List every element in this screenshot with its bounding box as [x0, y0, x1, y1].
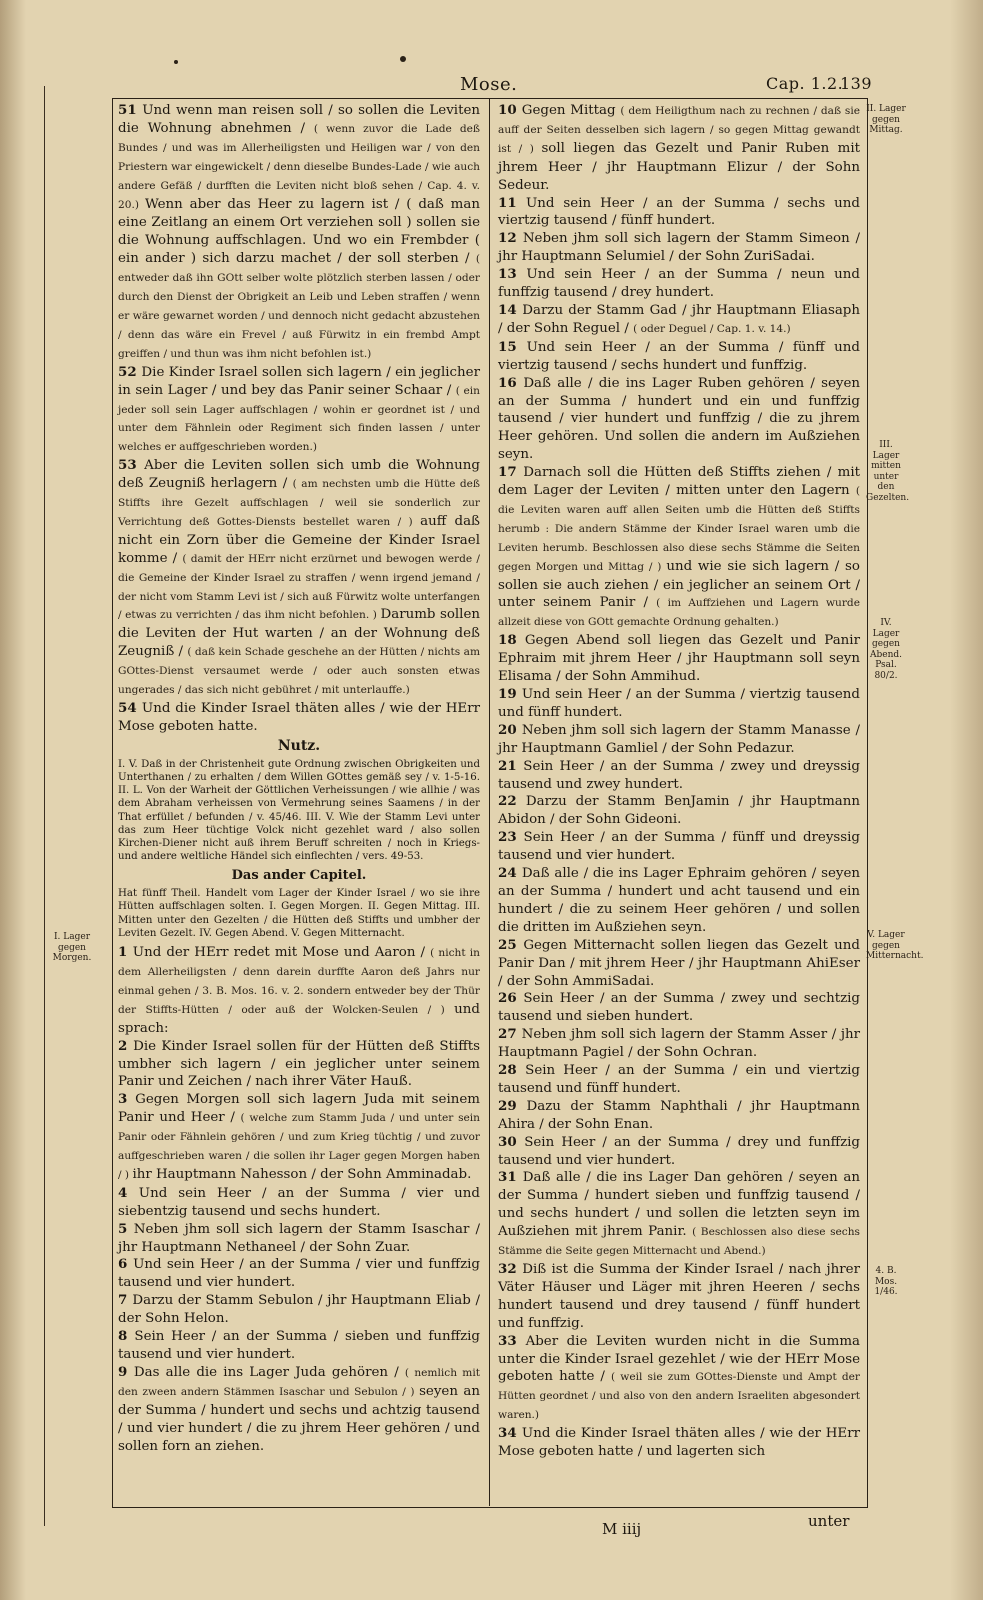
verse-text: Neben jhm soll sich lagern der Stamm Simeon / jhr Hauptmann Selumiel / der Sohn ZuriSadai. — [498, 231, 860, 265]
verse-gloss: ( dem Heiligthum nach zu rechnen / daß sie auff der Seiten desselben sich lagern / so gegen Mittag gewandt ist / ) — [498, 105, 861, 155]
verse — [498, 632, 860, 686]
column-divider — [489, 98, 490, 1506]
chapter2-verse-list — [118, 944, 480, 1455]
verse-number: 27 — [498, 1026, 522, 1043]
margin-note: IV. Lager gegen Abend. Psal. 80/2. — [869, 618, 902, 681]
verse-number: 10 — [498, 102, 522, 118]
verse — [498, 865, 860, 937]
verse — [498, 722, 860, 758]
verse-text: soll liegen das Gezelt und Panir Ruben mit jhrem Heer / jhr Hauptmann Elizur / der Sohn Sedeur. — [498, 140, 860, 193]
verse-number: 6 — [118, 1256, 134, 1273]
verse-gloss: ( entweder daß ihn GOtt selber wolte plötzlich sterben lassen / oder durch den Dienst der Obrigkeit an Leib und Leben straffen / wenn er wäre gewarnet worden / und dennoch nicht gedacht abzustehen / denn das wäre ein Frevel / auß Fürwitz in ein frembd Ampt greiffen / und thun was ihm nicht befohlen ist.) — [118, 253, 480, 360]
verse-number: 28 — [498, 1062, 526, 1079]
verse-text: Sein Heer / an der Summa / sieben und funffzig tausend und vier hundert. — [118, 1329, 480, 1362]
verse-number: 25 — [498, 936, 524, 953]
verse-number: 33 — [498, 1332, 526, 1349]
verse-text: Und sein Heer / an der Summa / vier und funffzig tausend und vier hundert. — [118, 1257, 480, 1291]
verse-number: 3 — [118, 1091, 136, 1108]
verse-number: 20 — [498, 721, 522, 738]
verse — [118, 457, 480, 700]
verse-number: 17 — [498, 464, 524, 481]
verse-gloss: ( die Leviten waren auff allen Seiten umb die Hütten deß Stiffts herumb : Die andern Stämme der Kinder Israel waren umb die Leviten herumb. Beschlossen also diese sechs Stämme die Seiten gegen Morgen und Mittag / ) — [498, 485, 860, 573]
verse — [498, 1062, 860, 1098]
verse-text: und wie sie sich lagern / so sollen sie auch ziehen / ein jeglicher an seinem Ort / unter seinem Panir / — [498, 558, 860, 611]
verse-text: Gegen Mittag — [521, 103, 621, 118]
verse-text: Aber die Leviten wurden nicht in die Summa unter die Kinder Israel gezehlet / wie der HErr Mose geboten hatte / — [498, 1333, 860, 1385]
verse-number: 30 — [498, 1133, 525, 1150]
ink-dot — [400, 56, 406, 62]
verse-text: Dazu der Stamm Naphthali / jhr Hauptmann Ahira / der Sohn Enan. — [498, 1098, 860, 1132]
verse-text: Neben jhm soll sich lagern der Stamm Manasse / jhr Hauptmann Gamliel / der Sohn Pedazur. — [498, 722, 861, 756]
verse — [498, 990, 860, 1026]
verse — [498, 1134, 860, 1170]
verse-number: 52 — [118, 363, 142, 380]
verse-text: ihr Hauptmann Nahesson / der Sohn Amminadab. — [132, 1166, 472, 1182]
verse — [118, 102, 480, 364]
verse-text: Gegen Abend soll liegen das Gezelt und Panir Ephraim mit jhrem Heer / jhr Hauptmann soll seyn Elisama / der Sohn Ammihud. — [498, 633, 860, 685]
verse-number: 14 — [498, 301, 523, 318]
verse — [498, 1098, 860, 1134]
verse-text: Diß ist die Summa der Kinder Israel / nach jhrer Väter Häuser und Läger mit jhren Heeren / sechs hundert tausend und drey tausend / fünff hundert und funffzig. — [498, 1262, 861, 1331]
left-column — [118, 102, 480, 1455]
verse — [118, 1256, 480, 1292]
verse-number: 7 — [118, 1292, 133, 1309]
verse-text: Wenn aber das Heer zu lagern ist / ( daß man eine Zeitlang an einem Ort verziehen soll ) sollen sie die Wohnung auffschlagen. Und wo ein Frembder ( ein ander ) sich darzu machet / der soll sterben / — [118, 196, 480, 267]
verse — [498, 829, 860, 865]
margin-note: III. Lager mitten unter den Gezelten. — [866, 440, 910, 503]
verse-number: 18 — [498, 632, 525, 649]
verse — [118, 1328, 480, 1364]
verse-gloss: ( Beschlossen also diese sechs Stämme die Seite gegen Mitternacht und Abend.) — [498, 1226, 860, 1258]
verse-number: 32 — [498, 1261, 523, 1277]
verse-number: 4 — [118, 1184, 139, 1201]
verse — [118, 944, 480, 1038]
verse-number: 21 — [498, 757, 524, 774]
verse-number: 11 — [498, 194, 526, 211]
verse-text: Daß alle / die ins Lager Ruben gehören / seyen an der Summa / hundert und ein und funffzig tausend / vier hundert und funffzig / die zu jhrem Heer gehören. Und sollen die andern im Außziehen seyn. — [498, 375, 861, 463]
page-number: 139 — [840, 74, 873, 93]
verse-number: 8 — [118, 1328, 135, 1345]
verse — [118, 1185, 480, 1221]
verse-text: Daß alle / die ins Lager Ephraim gehören / seyen an der Summa / hundert und acht tausend und ein hundert / die zu seinem Heer gehören / und sollen die dritten im Außziehen seyn. — [498, 866, 861, 935]
verse-text: Neben jhm soll sich lagern der Stamm Asser / jhr Hauptmann Pagiel / der Sohn Ochran. — [498, 1027, 861, 1061]
verse — [498, 339, 860, 375]
verse-text: Aber die Leviten sollen sich umb die Wohnung deß Zeugniß herlagern / — [118, 458, 480, 492]
verse-text: Gegen Morgen soll sich lagern Juda mit seinem Panir und Heer / — [118, 1092, 480, 1126]
verse-text: Sein Heer / an der Summa / zwey und sechtzig tausend und sieben hundert. — [498, 991, 861, 1025]
verse-text: Daß alle / die ins Lager Dan gehören / seyen an der Summa / hundert sieben und funffzig tausend / und sechs hundert / und sollen die letzten seyn im Außziehen mit jhrem Panir. — [498, 1170, 860, 1240]
verse — [498, 464, 860, 632]
running-head-book: Mose. — [460, 74, 518, 95]
verse-text: Darumb sollen die Leviten der Hut warten / an der Wohnung deß Zeugniß / — [118, 607, 480, 660]
verse-text: Und die Kinder Israel thäten alles / wie der HErr Mose geboten hatte. — [118, 701, 481, 734]
verse-number: 12 — [498, 230, 523, 247]
verse-text: seyen an der Summa / hundert und sechs und achtzig tausend / und vier hundert / die zu jhrem Heer gehören / und sollen forn an ziehen. — [118, 1383, 480, 1454]
verse-number: 22 — [498, 793, 526, 810]
verse-gloss: ( nicht in dem Allerheiligsten / denn darein durffte Aaron deß Jahrs nur einmal gehen / 3. B. Mos. 16. v. 2. sondern entweder bey der Thür der Stiffts-Hütten / oder auß der Wolcken-Seulen / ) — [118, 947, 480, 1016]
verse-number: 31 — [498, 1169, 523, 1186]
verse-number: 2 — [118, 1037, 134, 1054]
verse-text: Sein Heer / an der Summa / ein und viertzig tausend und fünff hundert. — [498, 1063, 861, 1096]
nutz-text: I. V. Daß in der Christenheit gute Ordnung zwischen Obrigkeiten und Unterthanen / zu erhalten / dem Willen GOttes gemäß sey / v. 1-5-16. II. L. Von der Warheit der Göttlichen Verheissungen / wie allhie / was dem Abraham verheissen von Vermehrung seines Saamens / in der That erfüllet / befunden / v. 45/46. III. V. Wie der Stamm Levi unter das zum Heer tüchtige Volck nicht gezehlet ward / also sollen Kirchen-Diener nicht auß ihrem Beruff schreiten / noch in Kriegs- und andere weltliche Händel sich einflechten / vers. 49-53. — [118, 758, 480, 863]
verse — [498, 793, 860, 829]
verse-gloss: ( daß kein Schade geschehe an der Hütten / nichts am GOttes-Dienst versaumet werde / oder auch sonsten etwas ungerades / das sich nicht gebühret / mit unterlauffe.) — [118, 646, 480, 697]
verse-gloss: ( welche zum Stamm Juda / und unter sein Panir oder Fähnlein gehören / und zum Krieg tüchtig / und zuvor auffgeschrieben waren / die sollen ihr Lager gegen Morgen haben / ) — [118, 1112, 480, 1181]
verse-number: 16 — [498, 374, 524, 391]
verse-text: Gegen Mitternacht sollen liegen das Gezelt und Panir Dan / mit jhrem Heer / jhr Hauptmann AhiEser / der Sohn AmmiSadai. — [498, 937, 860, 989]
verse-text: auff daß nicht ein Zorn über die Gemeine der Kinder Israel komme / — [118, 513, 480, 566]
margin-note: 4. B. Mos. 1/46. — [874, 1266, 898, 1297]
signature-mark: M iiij — [602, 1520, 642, 1538]
gutter-line — [44, 86, 45, 1526]
verse-number: 54 — [118, 700, 142, 716]
nutz-title: Nutz. — [277, 737, 321, 754]
verse-gloss: ( im Auffziehen und Lagern wurde allzeit diese von GOtt gemachte Ordnung gehalten.) — [498, 597, 860, 629]
verse-number: 23 — [498, 829, 524, 846]
verse — [498, 266, 860, 302]
verse-text: Und sein Heer / an der Summa / vier und siebentzig tausend und sechs hundert. — [118, 1185, 481, 1219]
verse-text: Sein Heer / an der Summa / fünff und dreyssig tausend und vier hundert. — [498, 830, 860, 864]
verse-text: Darzu der Stamm BenJamin / jhr Hauptmann Abidon / der Sohn Gideoni. — [498, 794, 861, 828]
margin-note: II. Lager gegen Mittag. — [866, 104, 906, 135]
verse — [498, 375, 860, 465]
verse-text: Und wenn man reisen soll / so sollen die Leviten die Wohnung abnehmen / — [118, 103, 481, 136]
verse — [498, 686, 860, 722]
verse — [498, 1169, 860, 1261]
verse-gloss: ( ein jeder soll sein Lager auffschlagen / wohin er geordnet ist / und unter dem Fähnlein oder Regiment sich finden lassen / unter welches er auffgeschrieben worden.) — [118, 384, 481, 454]
verse — [498, 1261, 860, 1333]
catchword: unter — [808, 1512, 850, 1530]
verse-text: Und die Kinder Israel thäten alles / wie der HErr Mose geboten hatte / und lagerten sich — [498, 1426, 861, 1460]
verse-gloss: ( oder Deguel / Cap. 1. v. 14.) — [633, 322, 791, 335]
verse-gloss: ( wenn zuvor die Lade deß Bundes / und was im Allerheiligsten und Heiligen war / von den Priestern war eingewickelt / denn dieselbe Bundes-Lade / wie auch andere Gefäß / durfften die Leviten nicht bloß sehen / Cap. 4. v. 20.) — [118, 122, 480, 211]
verse-number: 19 — [498, 686, 522, 702]
verse — [498, 1425, 860, 1461]
verse-text: Neben jhm soll sich lagern der Stamm Isaschar / jhr Hauptmann Nethaneel / der Sohn Zuar. — [118, 1221, 480, 1255]
verse — [498, 758, 860, 794]
verse — [118, 1364, 480, 1456]
verse-text: Die Kinder Israel sollen sich lagern / ein jeglicher in sein Lager / und bey das Panir seiner Schaar / — [118, 364, 481, 398]
verse — [498, 230, 860, 266]
verse-text: Die Kinder Israel sollen für der Hütten deß Stiffts umbher sich lagern / ein jeglicher unter seinem Panir und Zeichen / nach ihrer Väter Hauß. — [118, 1038, 480, 1090]
verse — [118, 1038, 480, 1092]
ink-dot — [174, 60, 178, 64]
verse-gloss: ( weil sie zum GOttes-Dienste und Ampt der Hütten geordnet / und also von den andern Israeliten abgesondert waren.) — [498, 1371, 860, 1422]
margin-note: I. Lager gegen Morgen. — [52, 932, 92, 963]
verse-text: Darzu der Stamm Gad / jhr Hauptmann Eliasaph / der Sohn Reguel / — [498, 302, 860, 336]
chapter-summary: Hat fünff Theil. Handelt vom Lager der Kinder Israel / wo sie ihre Hütten auffschlagen solten. I. Gegen Morgen. II. Gegen Mittag. III. Mitten unter den Gezelten / die Hütten deß Stiffts und umbher der Leviten Gezelt. IV. Gegen Abend. V. Gegen Mitternacht. — [118, 888, 480, 939]
verse — [498, 195, 860, 231]
verse — [498, 302, 860, 339]
verse-number: 51 — [118, 102, 143, 118]
verse-number: 15 — [498, 338, 527, 355]
verse-text: Und sein Heer / an der Summa / viertzig tausend und fünff hundert. — [498, 687, 860, 720]
verse-number: 26 — [498, 990, 524, 1007]
verse-text: Und sein Heer / an der Summa / sechs und viertzig tausend / fünff hundert. — [498, 195, 860, 229]
verse-number: 13 — [498, 266, 527, 283]
verse — [118, 700, 480, 736]
verse-gloss: ( nemlich mit den zween andern Stämmen Isaschar und Sebulon / ) — [118, 1366, 480, 1398]
verse — [498, 1026, 860, 1062]
chapter-title: Das ander Capitel. — [231, 868, 367, 884]
verse-text: Darnach soll die Hütten deß Stiffts ziehen / mit dem Lager der Leviten / mitten unter den Lagern — [498, 465, 860, 499]
verse-number: 5 — [118, 1220, 134, 1237]
verse-text: Und der HErr redet mit Mose und Aaron / — [132, 945, 431, 961]
verse — [118, 1292, 480, 1328]
verse — [498, 102, 860, 195]
verse-text: Und sein Heer / an der Summa / fünff und viertzig tausend / sechs hundert und funffzig. — [498, 339, 861, 373]
verse-text: Sein Heer / an der Summa / drey und funffzig tausend und vier hundert. — [498, 1134, 861, 1168]
verse-number: 29 — [498, 1097, 527, 1114]
verse-number: 53 — [118, 457, 145, 474]
verse-number: 9 — [118, 1363, 134, 1380]
verse-gloss: ( damit der HErr nicht erzürnet und bewogen werde / die Gemeine der Kinder Israel zu straffen / wenn irgend jemand / der nicht vom Stamm Levi ist / sich auß Fürwitz wolte unterfangen / etwas zu verrichten / das ihm nicht befohlen. ) — [118, 552, 480, 622]
verse-gloss: ( am nechsten umb die Hütte deß Stiffts ihre Gezelt auffschlagen / weil sie sonderlich zur Verrichtung deß Gottes-Diensts bestellet waren / ) — [118, 478, 480, 528]
verse-text: Sein Heer / an der Summa / zwey und dreyssig tausend und zwey hundert. — [498, 758, 861, 792]
margin-note: V. Lager gegen Mitternacht. — [866, 930, 924, 961]
verse — [498, 1333, 860, 1426]
verse-text: Das alle die ins Lager Juda gehören / — [133, 1364, 405, 1380]
right-verse-list — [498, 102, 860, 1461]
verse-text: Und sein Heer / an der Summa / neun und funffzig tausend / drey hundert. — [498, 267, 861, 301]
verse — [498, 937, 860, 991]
verse-text: und sprach: — [118, 1001, 480, 1036]
verse-number: 1 — [118, 944, 133, 961]
right-column — [498, 102, 860, 1461]
verse-number: 34 — [498, 1425, 522, 1442]
verse-number: 24 — [498, 865, 522, 882]
left-verse-list — [118, 102, 480, 736]
verse — [118, 1221, 480, 1257]
verse — [118, 1091, 480, 1185]
running-head-chapter: Cap. 1.2. — [766, 74, 844, 93]
verse-text: Darzu der Stamm Sebulon / jhr Hauptmann Eliab / der Sohn Helon. — [118, 1293, 480, 1327]
verse — [118, 364, 480, 458]
